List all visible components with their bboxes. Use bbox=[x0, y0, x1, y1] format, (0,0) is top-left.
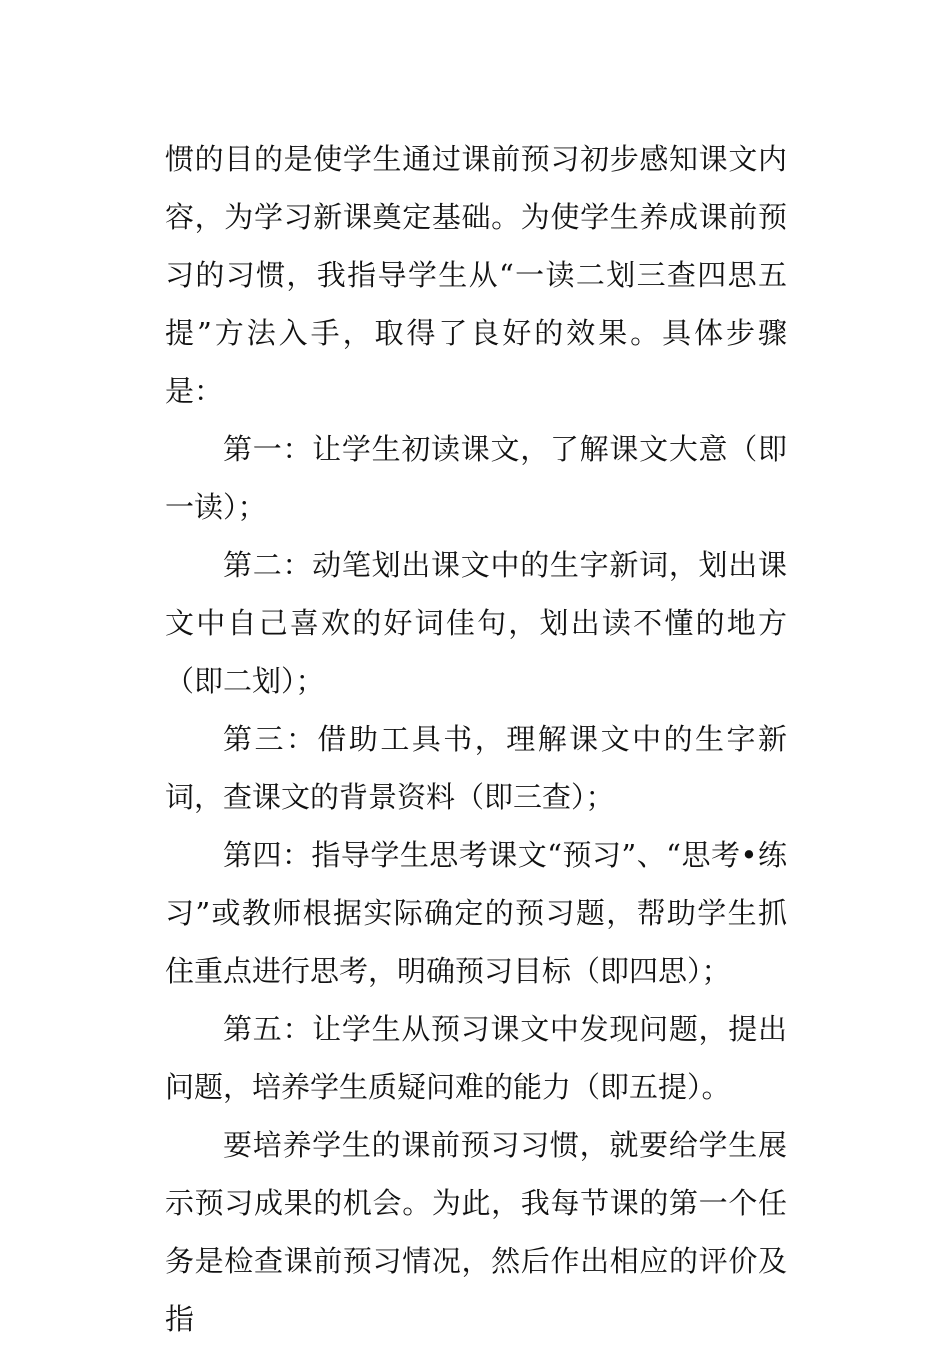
paragraph-step-three: 第三：借助工具书，理解课文中的生字新词，查课文的背景资料（即三查）； bbox=[165, 722, 787, 814]
paragraph-step-two: 第二：动笔划出课文中的生字新词，划出课文中自己喜欢的好词佳句，划出读不懂的地方（即二划）； bbox=[165, 548, 787, 698]
paragraph-step-five: 第五：让学生从预习课文中发现问题，提出问题，培养学生质疑问难的能力（即五提）。 bbox=[165, 1012, 787, 1104]
paragraph-step-one: 第一：让学生初读课文，了解课文大意（即一读）； bbox=[165, 432, 787, 524]
paragraph-showcase: 要培养学生的课前预习习惯，就要给学生展示预习成果的机会。为此，我每节课的第一个任务是检查课前预习情况，然后作出相应的评价及指 bbox=[165, 1128, 787, 1336]
document-body bbox=[165, 130, 787, 1348]
paragraph-intro-continued: 惯的目的是使学生通过课前预习初步感知课文内容，为学习新课奠定基础。为使学生养成课前预习的习惯，我指导学生从“一读二划三查四思五提”方法入手，取得了良好的效果。具体步骤是： bbox=[165, 142, 787, 408]
paragraph-step-four: 第四：指导学生思考课文“预习”、“思考•练习”或教师根据实际确定的预习题，帮助学生抓住重点进行思考，明确预习目标（即四思）； bbox=[165, 838, 787, 988]
